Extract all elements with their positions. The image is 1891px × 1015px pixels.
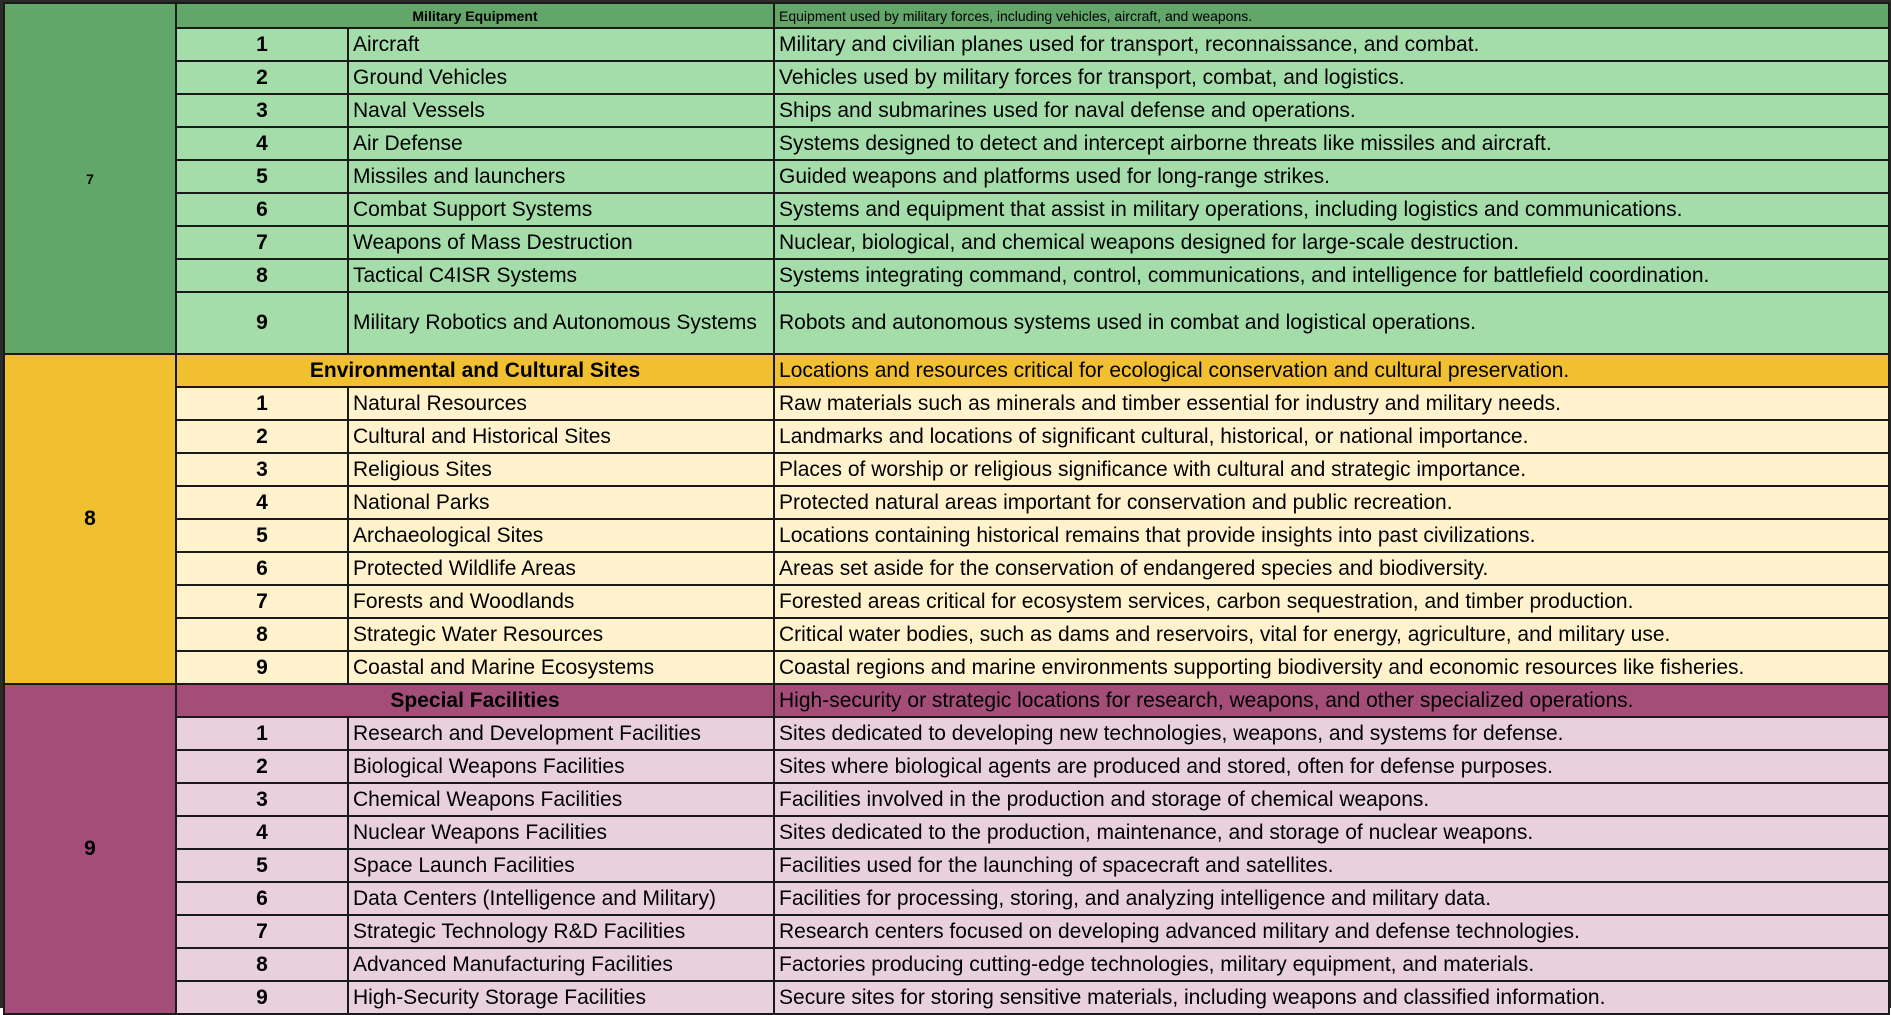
item-number: 6 xyxy=(256,197,268,221)
item-number-cell[interactable] xyxy=(176,519,348,552)
item-name-cell[interactable] xyxy=(348,585,774,618)
table-row xyxy=(4,651,1889,684)
section-description-cell[interactable] xyxy=(774,684,1889,717)
table-row xyxy=(4,94,1889,127)
item-description: Coastal regions and marine environments supporting biodiversity and economic resources like fisheries. xyxy=(779,655,1745,679)
item-name: Strategic Technology R&D Facilities xyxy=(353,919,686,943)
item-number-cell[interactable] xyxy=(176,717,348,750)
table-row xyxy=(4,61,1889,94)
section-number: 7 xyxy=(86,170,94,187)
table-row xyxy=(4,28,1889,61)
item-name: Research and Development Facilities xyxy=(353,721,701,745)
section-number-cell[interactable] xyxy=(4,354,176,684)
item-description-cell[interactable] xyxy=(774,783,1889,816)
item-name: Space Launch Facilities xyxy=(353,853,575,877)
section-title-cell[interactable] xyxy=(176,354,774,387)
table-row xyxy=(4,981,1889,1014)
item-name: Forests and Woodlands xyxy=(353,589,575,613)
item-description-cell[interactable] xyxy=(774,28,1889,61)
item-description-cell[interactable] xyxy=(774,519,1889,552)
table-row xyxy=(4,292,1889,354)
table-row xyxy=(4,420,1889,453)
item-number-cell[interactable] xyxy=(176,882,348,915)
item-name-cell[interactable] xyxy=(348,519,774,552)
item-name-cell[interactable] xyxy=(348,259,774,292)
item-description-cell[interactable] xyxy=(774,259,1889,292)
item-description-cell[interactable] xyxy=(774,717,1889,750)
item-number-cell[interactable] xyxy=(176,259,348,292)
item-number: 5 xyxy=(256,853,268,877)
item-description: Sites where biological agents are produced and stored, often for defense purposes. xyxy=(779,754,1554,778)
item-name: High-Security Storage Facilities xyxy=(353,985,646,1009)
table-row xyxy=(4,193,1889,226)
item-description: Research centers focused on developing advanced military and defense technologies. xyxy=(779,919,1580,943)
item-name-cell[interactable] xyxy=(348,420,774,453)
table-row xyxy=(4,486,1889,519)
item-number: 1 xyxy=(256,32,268,56)
item-description-cell[interactable] xyxy=(774,882,1889,915)
item-number-cell[interactable] xyxy=(176,915,348,948)
section-number: 8 xyxy=(84,507,96,530)
item-number: 8 xyxy=(256,263,268,287)
item-number-cell[interactable] xyxy=(176,193,348,226)
section-description-cell[interactable] xyxy=(774,354,1889,387)
item-name-cell[interactable] xyxy=(348,915,774,948)
table-row xyxy=(4,585,1889,618)
item-description: Sites dedicated to developing new technologies, weapons, and systems for defense. xyxy=(779,721,1564,745)
item-name-cell[interactable] xyxy=(348,160,774,193)
item-number: 2 xyxy=(256,754,268,778)
item-number-cell[interactable] xyxy=(176,783,348,816)
item-name-cell[interactable] xyxy=(348,61,774,94)
table-row xyxy=(4,552,1889,585)
item-description: Protected natural areas important for conservation and public recreation. xyxy=(779,490,1453,514)
item-description-cell[interactable] xyxy=(774,226,1889,259)
item-name-cell[interactable] xyxy=(348,292,774,354)
item-description-cell[interactable] xyxy=(774,585,1889,618)
item-description: Military and civilian planes used for transport, reconnaissance, and combat. xyxy=(779,32,1480,56)
item-name-cell[interactable] xyxy=(348,750,774,783)
item-description: Nuclear, biological, and chemical weapons designed for large-scale destruction. xyxy=(779,230,1520,254)
table-row xyxy=(4,915,1889,948)
item-description-cell[interactable] xyxy=(774,849,1889,882)
item-number-cell[interactable] xyxy=(176,618,348,651)
section-description: Equipment used by military forces, including vehicles, aircraft, and weapons. xyxy=(779,7,1253,24)
item-name: Data Centers (Intelligence and Military) xyxy=(353,886,716,910)
item-name: Tactical C4ISR Systems xyxy=(353,263,578,287)
item-number: 1 xyxy=(256,391,268,415)
item-description: Raw materials such as minerals and timber essential for industry and military needs. xyxy=(779,391,1562,415)
section-title: Military Equipment xyxy=(412,7,538,24)
item-name-cell[interactable] xyxy=(348,94,774,127)
item-name-cell[interactable] xyxy=(348,127,774,160)
item-description: Robots and autonomous systems used in combat and logistical operations. xyxy=(779,311,1476,334)
item-description: Factories producing cutting-edge technologies, military equipment, and materials. xyxy=(779,952,1535,976)
section-header-row xyxy=(4,354,1889,387)
table-row xyxy=(4,160,1889,193)
section-header-row xyxy=(4,684,1889,717)
item-number-cell[interactable] xyxy=(176,61,348,94)
item-number: 8 xyxy=(256,952,268,976)
table-row xyxy=(4,948,1889,981)
item-number: 3 xyxy=(256,457,268,481)
item-number-cell[interactable] xyxy=(176,160,348,193)
section-description: High-security or strategic locations for research, weapons, and other specialized operations. xyxy=(779,688,1634,712)
item-number-cell[interactable] xyxy=(176,127,348,160)
item-number-cell[interactable] xyxy=(176,387,348,420)
item-description: Areas set aside for the conservation of endangered species and biodiversity. xyxy=(779,556,1489,580)
item-description: Systems designed to detect and intercept airborne threats like missiles and aircraft. xyxy=(779,131,1552,155)
item-name-cell[interactable] xyxy=(348,849,774,882)
section-number-cell[interactable] xyxy=(4,3,176,354)
item-description-cell[interactable] xyxy=(774,420,1889,453)
item-number: 8 xyxy=(256,622,268,646)
item-name-cell[interactable] xyxy=(348,717,774,750)
item-description: Landmarks and locations of significant cultural, historical, or national importance. xyxy=(779,424,1529,448)
item-name-cell[interactable] xyxy=(348,28,774,61)
item-number: 7 xyxy=(256,919,268,943)
item-description-cell[interactable] xyxy=(774,948,1889,981)
item-name: Strategic Water Resources xyxy=(353,622,604,646)
item-number: 4 xyxy=(256,490,268,514)
item-description-cell[interactable] xyxy=(774,127,1889,160)
section-description: Locations and resources critical for ecological conservation and cultural preservation. xyxy=(779,358,1570,382)
item-number: 9 xyxy=(256,311,268,334)
item-number: 5 xyxy=(256,164,268,188)
item-number-cell[interactable] xyxy=(176,453,348,486)
item-description: Ships and submarines used for naval defense and operations. xyxy=(779,98,1356,122)
item-description: Locations containing historical remains that provide insights into past civilizations. xyxy=(779,523,1536,547)
item-name-cell[interactable] xyxy=(348,816,774,849)
table-row xyxy=(4,127,1889,160)
table-row xyxy=(4,717,1889,750)
section-number: 9 xyxy=(84,837,96,860)
item-description: Facilities used for the launching of spacecraft and satellites. xyxy=(779,853,1334,877)
item-description: Sites dedicated to the production, maintenance, and storage of nuclear weapons. xyxy=(779,820,1534,844)
item-number-cell[interactable] xyxy=(176,948,348,981)
item-description-cell[interactable] xyxy=(774,94,1889,127)
item-number-cell[interactable] xyxy=(176,981,348,1014)
section-title-cell[interactable] xyxy=(176,3,774,28)
item-number: 6 xyxy=(256,556,268,580)
section-title: Special Facilities xyxy=(390,688,560,712)
item-name-cell[interactable] xyxy=(348,387,774,420)
item-description: Critical water bodies, such as dams and reservoirs, vital for energy, agriculture, and military use. xyxy=(779,622,1671,646)
table-row xyxy=(4,453,1889,486)
table-row xyxy=(4,519,1889,552)
item-number: 1 xyxy=(256,721,268,745)
item-number: 4 xyxy=(256,820,268,844)
item-number-cell[interactable] xyxy=(176,750,348,783)
item-description-cell[interactable] xyxy=(774,453,1889,486)
item-name-cell[interactable] xyxy=(348,453,774,486)
item-name: Military Robotics and Autonomous Systems xyxy=(353,311,757,334)
item-description: Secure sites for storing sensitive materials, including weapons and classified information. xyxy=(779,985,1606,1009)
item-description: Guided weapons and platforms used for long-range strikes. xyxy=(779,164,1330,188)
item-name-cell[interactable] xyxy=(348,486,774,519)
item-name: Biological Weapons Facilities xyxy=(353,754,625,778)
section-number-cell[interactable] xyxy=(4,684,176,1014)
section-title: Environmental and Cultural Sites xyxy=(309,358,641,382)
item-name: Naval Vessels xyxy=(353,98,485,122)
item-number-cell[interactable] xyxy=(176,292,348,354)
item-description-cell[interactable] xyxy=(774,915,1889,948)
item-name: Nuclear Weapons Facilities xyxy=(353,820,608,844)
item-name: Chemical Weapons Facilities xyxy=(353,787,623,811)
table-row xyxy=(4,750,1889,783)
item-number: 6 xyxy=(256,886,268,910)
item-name: Air Defense xyxy=(353,131,463,155)
item-number: 2 xyxy=(256,424,268,448)
item-number: 3 xyxy=(256,98,268,122)
item-description-cell[interactable] xyxy=(774,61,1889,94)
item-description-cell[interactable] xyxy=(774,486,1889,519)
item-description: Facilities involved in the production and storage of chemical weapons. xyxy=(779,787,1430,811)
item-description-cell[interactable] xyxy=(774,618,1889,651)
item-description-cell[interactable] xyxy=(774,750,1889,783)
item-number: 9 xyxy=(256,655,268,679)
item-name-cell[interactable] xyxy=(348,981,774,1014)
item-name-cell[interactable] xyxy=(348,552,774,585)
item-number-cell[interactable] xyxy=(176,28,348,61)
item-description-cell[interactable] xyxy=(774,816,1889,849)
item-name: Ground Vehicles xyxy=(353,65,508,89)
table-row xyxy=(4,259,1889,292)
item-name: Coastal and Marine Ecosystems xyxy=(353,655,655,679)
section-header-row xyxy=(4,3,1889,28)
table-row xyxy=(4,618,1889,651)
item-number: 7 xyxy=(256,589,268,613)
item-name: Cultural and Historical Sites xyxy=(353,424,611,448)
item-description-cell[interactable] xyxy=(774,651,1889,684)
item-number-cell[interactable] xyxy=(176,552,348,585)
item-number: 7 xyxy=(256,230,268,254)
category-table xyxy=(3,2,1890,1015)
item-name: Combat Support Systems xyxy=(353,197,593,221)
table-row xyxy=(4,882,1889,915)
item-name-cell[interactable] xyxy=(348,226,774,259)
item-name-cell[interactable] xyxy=(348,651,774,684)
item-name: Protected Wildlife Areas xyxy=(353,556,576,580)
item-name: Archaeological Sites xyxy=(353,523,544,547)
item-name: National Parks xyxy=(353,490,490,514)
item-description-cell[interactable] xyxy=(774,160,1889,193)
item-description: Systems and equipment that assist in military operations, including logistics and communications. xyxy=(779,197,1683,221)
item-name: Natural Resources xyxy=(353,391,527,415)
item-name-cell[interactable] xyxy=(348,882,774,915)
item-number-cell[interactable] xyxy=(176,585,348,618)
table-row xyxy=(4,783,1889,816)
item-number: 2 xyxy=(256,65,268,89)
item-name: Aircraft xyxy=(353,32,420,56)
item-name: Weapons of Mass Destruction xyxy=(353,230,633,254)
item-description: Forested areas critical for ecosystem services, carbon sequestration, and timber production. xyxy=(779,589,1634,613)
table-row xyxy=(4,849,1889,882)
item-number-cell[interactable] xyxy=(176,651,348,684)
item-number-cell[interactable] xyxy=(176,486,348,519)
item-number-cell[interactable] xyxy=(176,226,348,259)
item-description: Facilities for processing, storing, and analyzing intelligence and military data. xyxy=(779,886,1492,910)
item-number: 3 xyxy=(256,787,268,811)
item-description: Places of worship or religious significance with cultural and strategic importance. xyxy=(779,457,1527,481)
item-name: Religious Sites xyxy=(353,457,492,481)
item-description-cell[interactable] xyxy=(774,193,1889,226)
item-name-cell[interactable] xyxy=(348,783,774,816)
item-description-cell[interactable] xyxy=(774,552,1889,585)
item-description-cell[interactable] xyxy=(774,292,1889,354)
item-number: 5 xyxy=(256,523,268,547)
item-number-cell[interactable] xyxy=(176,420,348,453)
item-number: 9 xyxy=(256,985,268,1009)
item-number-cell[interactable] xyxy=(176,94,348,127)
section-description-cell[interactable] xyxy=(774,3,1889,28)
item-name-cell[interactable] xyxy=(348,193,774,226)
section-title-cell[interactable] xyxy=(176,684,774,717)
table-row xyxy=(4,226,1889,259)
item-description: Systems integrating command, control, communications, and intelligence for battlefield coordination. xyxy=(779,263,1710,287)
item-number-cell[interactable] xyxy=(176,849,348,882)
item-name-cell[interactable] xyxy=(348,948,774,981)
item-name-cell[interactable] xyxy=(348,618,774,651)
item-number: 4 xyxy=(256,131,268,155)
item-name: Missiles and launchers xyxy=(353,164,566,188)
table-row xyxy=(4,816,1889,849)
item-name: Advanced Manufacturing Facilities xyxy=(353,952,673,976)
item-number-cell[interactable] xyxy=(176,816,348,849)
item-description: Vehicles used by military forces for transport, combat, and logistics. xyxy=(779,65,1405,89)
table-row xyxy=(4,387,1889,420)
item-description-cell[interactable] xyxy=(774,387,1889,420)
item-description-cell[interactable] xyxy=(774,981,1889,1014)
